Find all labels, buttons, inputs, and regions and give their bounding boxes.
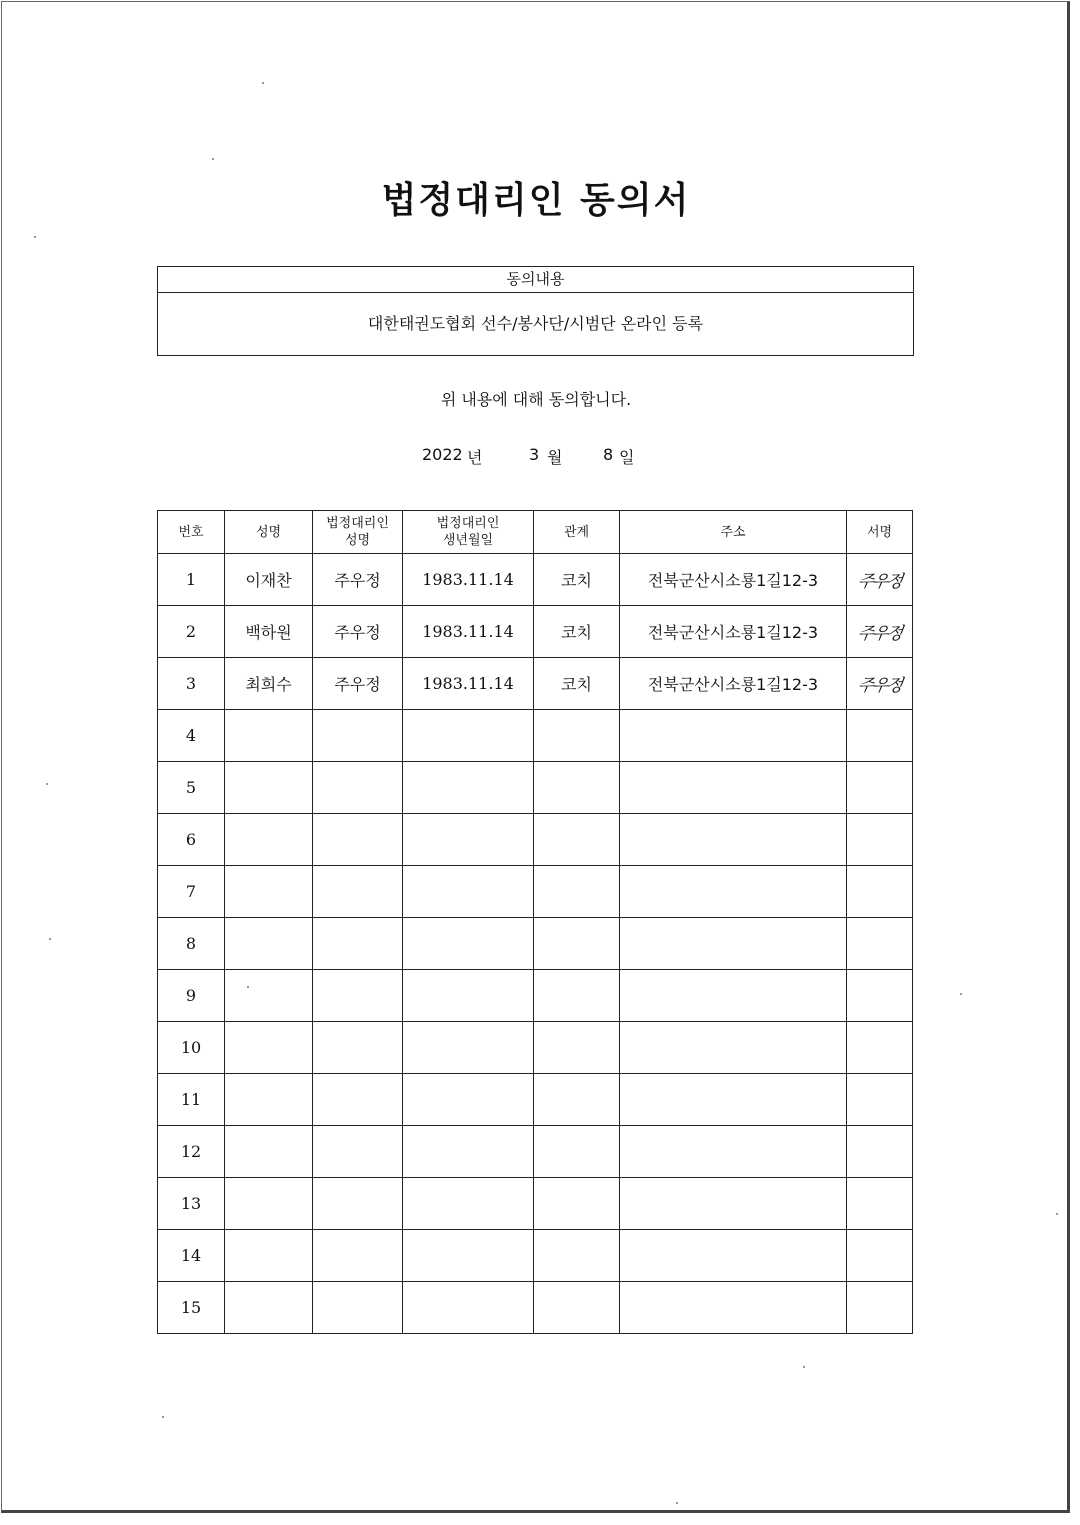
cell-address	[620, 814, 847, 866]
scan-speck	[960, 993, 962, 995]
cell-name: 백하원	[225, 606, 313, 658]
cell-guardian-name	[313, 1178, 403, 1230]
cell-relation	[534, 1126, 620, 1178]
header-signature: 서명	[847, 511, 913, 554]
cell-address	[620, 970, 847, 1022]
date-year: 2022	[422, 445, 463, 464]
cell-guardian-name	[313, 1022, 403, 1074]
cell-number: 7	[158, 866, 225, 918]
scan-speck	[262, 82, 264, 84]
cell-number: 5	[158, 762, 225, 814]
cell-name	[225, 1074, 313, 1126]
cell-number: 14	[158, 1230, 225, 1282]
date-day-unit: 일	[619, 448, 635, 467]
cell-address	[620, 1282, 847, 1334]
header-guardian-name: 법정대리인 성명	[313, 511, 403, 554]
cell-relation	[534, 1178, 620, 1230]
table-row	[158, 970, 913, 1022]
cell-number: 9	[158, 970, 225, 1022]
cell-signature	[847, 866, 913, 918]
cell-signature	[847, 1074, 913, 1126]
cell-guardian-birth: 1983.11.14	[403, 606, 534, 658]
cell-name	[225, 970, 313, 1022]
cell-number: 6	[158, 814, 225, 866]
cell-guardian-name	[313, 1230, 403, 1282]
cell-guardian-birth	[403, 1126, 534, 1178]
table-row	[158, 554, 913, 606]
cell-relation	[534, 918, 620, 970]
cell-address	[620, 918, 847, 970]
table-row	[158, 918, 913, 970]
cell-address: 전북군산시소룡1길12-3	[620, 606, 847, 658]
cell-signature	[847, 1178, 913, 1230]
table-row	[158, 606, 913, 658]
cell-number: 10	[158, 1022, 225, 1074]
table-row	[158, 710, 913, 762]
cell-guardian-birth	[403, 970, 534, 1022]
cell-guardian-name	[313, 866, 403, 918]
cell-signature	[847, 658, 913, 710]
cell-name	[225, 1178, 313, 1230]
cell-address	[620, 866, 847, 918]
cell-signature	[847, 1230, 913, 1282]
scan-speck	[49, 938, 51, 940]
date-line	[422, 445, 634, 468]
cell-relation	[534, 1282, 620, 1334]
cell-signature	[847, 606, 913, 658]
table-row	[158, 1074, 913, 1126]
scan-speck	[212, 158, 214, 160]
cell-signature	[847, 1282, 913, 1334]
signature-mark: 주우정	[856, 624, 903, 644]
table-row	[158, 1022, 913, 1074]
cell-address	[620, 1230, 847, 1282]
scan-speck	[34, 236, 36, 238]
table-row	[158, 658, 913, 710]
cell-guardian-name	[313, 1282, 403, 1334]
cell-address: 전북군산시소룡1길12-3	[620, 554, 847, 606]
cell-guardian-birth	[403, 1022, 534, 1074]
consent-header: 동의내용	[158, 267, 913, 293]
scan-speck	[803, 1366, 805, 1368]
cell-number: 15	[158, 1282, 225, 1334]
cell-relation	[534, 814, 620, 866]
cell-number: 2	[158, 606, 225, 658]
date-year-unit: 년	[467, 448, 483, 467]
scan-speck	[676, 1502, 678, 1504]
cell-guardian-name: 주우정	[313, 658, 403, 710]
cell-guardian-name: 주우정	[313, 606, 403, 658]
cell-guardian-birth	[403, 918, 534, 970]
cell-guardian-name	[313, 762, 403, 814]
cell-number: 1	[158, 554, 225, 606]
cell-name	[225, 1230, 313, 1282]
cell-guardian-name	[313, 710, 403, 762]
signature-mark: 주우정	[856, 572, 903, 592]
cell-relation	[534, 970, 620, 1022]
cell-signature	[847, 554, 913, 606]
cell-guardian-birth	[403, 1282, 534, 1334]
cell-relation: 코치	[534, 554, 620, 606]
cell-guardian-name	[313, 814, 403, 866]
cell-guardian-name	[313, 918, 403, 970]
scan-speck	[247, 986, 249, 988]
table-header-row	[158, 511, 913, 554]
cell-signature	[847, 918, 913, 970]
cell-signature	[847, 1126, 913, 1178]
cell-name	[225, 1126, 313, 1178]
cell-guardian-birth: 1983.11.14	[403, 554, 534, 606]
cell-guardian-name	[313, 1074, 403, 1126]
cell-number: 3	[158, 658, 225, 710]
cell-guardian-birth	[403, 1074, 534, 1126]
cell-name	[225, 918, 313, 970]
header-name: 성명	[225, 511, 313, 554]
signature-mark: 주우정	[856, 676, 903, 696]
date-month-unit: 월	[547, 448, 563, 467]
scan-speck	[162, 1416, 164, 1418]
header-relation: 관계	[534, 511, 620, 554]
cell-guardian-birth	[403, 866, 534, 918]
cell-name: 이재찬	[225, 554, 313, 606]
consent-box	[157, 266, 914, 356]
cell-signature	[847, 710, 913, 762]
cell-address	[620, 710, 847, 762]
cell-name: 최희수	[225, 658, 313, 710]
header-number: 번호	[158, 511, 225, 554]
document-title: 법정대리인 동의서	[381, 179, 691, 221]
cell-address	[620, 1022, 847, 1074]
cell-signature	[847, 970, 913, 1022]
cell-guardian-name	[313, 970, 403, 1022]
cell-relation	[534, 1230, 620, 1282]
cell-guardian-birth	[403, 1230, 534, 1282]
cell-relation	[534, 762, 620, 814]
cell-guardian-name: 주우정	[313, 554, 403, 606]
consent-content: 대한태권도협회 선수/봉사단/시범단 온라인 등록	[367, 314, 704, 333]
cell-relation: 코치	[534, 606, 620, 658]
cell-address	[620, 1178, 847, 1230]
cell-relation	[534, 710, 620, 762]
table-row	[158, 1282, 913, 1334]
cell-address	[620, 1074, 847, 1126]
cell-relation	[534, 866, 620, 918]
cell-guardian-name	[313, 1126, 403, 1178]
cell-guardian-birth	[403, 814, 534, 866]
table-row	[158, 814, 913, 866]
cell-signature	[847, 814, 913, 866]
table-row	[158, 762, 913, 814]
header-address: 주소	[620, 511, 847, 554]
header-guardian-birth: 법정대리인 생년월일	[403, 511, 534, 554]
cell-name	[225, 866, 313, 918]
agreement-statement: 위 내용에 대해 동의합니다.	[440, 390, 632, 409]
table-row	[158, 1230, 913, 1282]
cell-number: 12	[158, 1126, 225, 1178]
cell-name	[225, 762, 313, 814]
cell-number: 4	[158, 710, 225, 762]
cell-address	[620, 1126, 847, 1178]
cell-signature	[847, 762, 913, 814]
cell-name	[225, 710, 313, 762]
cell-signature	[847, 1022, 913, 1074]
cell-name	[225, 814, 313, 866]
date-day: 8	[603, 445, 614, 464]
cell-address: 전북군산시소룡1길12-3	[620, 658, 847, 710]
cell-name	[225, 1282, 313, 1334]
cell-name	[225, 1022, 313, 1074]
table-row	[158, 1178, 913, 1230]
guardian-table	[157, 510, 913, 1334]
cell-guardian-birth	[403, 710, 534, 762]
cell-number: 13	[158, 1178, 225, 1230]
table-row	[158, 866, 913, 918]
table-row	[158, 1126, 913, 1178]
scan-speck	[46, 783, 48, 785]
cell-relation	[534, 1022, 620, 1074]
date-month: 3	[529, 445, 540, 464]
cell-address	[620, 762, 847, 814]
cell-guardian-birth: 1983.11.14	[403, 658, 534, 710]
cell-relation	[534, 1074, 620, 1126]
cell-guardian-birth	[403, 762, 534, 814]
cell-relation: 코치	[534, 658, 620, 710]
scan-speck	[1056, 1213, 1058, 1215]
cell-number: 11	[158, 1074, 225, 1126]
cell-number: 8	[158, 918, 225, 970]
cell-guardian-birth	[403, 1178, 534, 1230]
